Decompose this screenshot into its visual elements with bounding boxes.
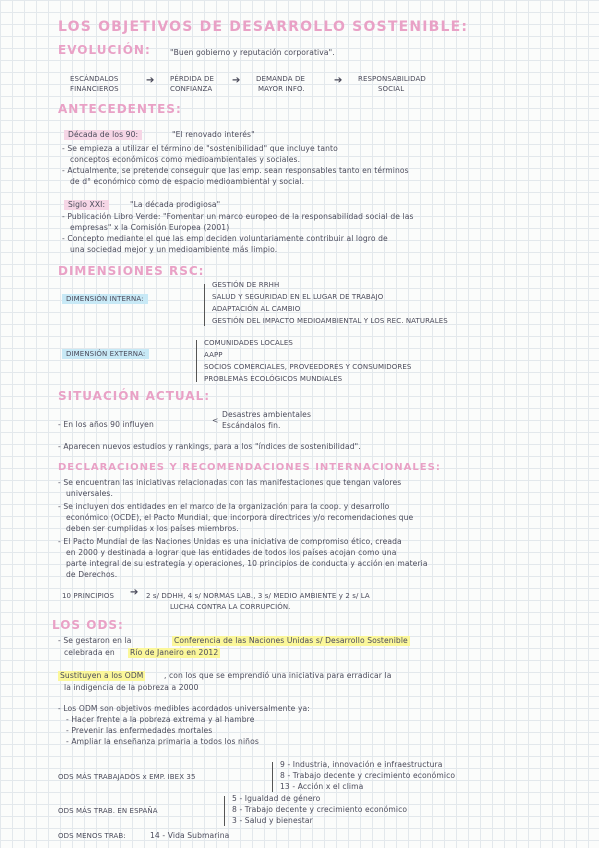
espana-item-2: 8 - Trabajo decente y crecimiento económico bbox=[232, 805, 408, 814]
arrow-icon: ➔ bbox=[232, 75, 241, 86]
ods-line-2c: la indigencia de la pobreza a 2000 bbox=[64, 683, 199, 692]
ods-heading: LOS ODS: bbox=[52, 618, 124, 632]
ods-line-1a: - Se gestaron en la bbox=[58, 636, 132, 645]
stage-2-b: CONFIANZA bbox=[170, 85, 213, 93]
decl-line-7: en 2000 y destinada a lograr que las entidades de todos los países acojan como una bbox=[66, 548, 397, 557]
trabajados-label: ODS MÁS TRABAJADOS x EMP. IBEX 35 bbox=[58, 773, 196, 781]
ods-line-2-highlight: Sustituyen a los ODM bbox=[60, 671, 144, 680]
siglo-line-3: - Concepto mediante el que las emp deciden voluntariamente contribuir al logro de bbox=[62, 234, 388, 243]
ods-line-1-highlight: Conferencia de las Naciones Unidas s/ Desarrollo Sostenible bbox=[174, 636, 408, 645]
externa-item-2: AAPP bbox=[204, 351, 223, 359]
situacion-heading: SITUACIÓN ACTUAL: bbox=[58, 389, 211, 403]
ods-line-1-highlight-2: Río de Janeiro en 2012 bbox=[130, 648, 219, 657]
ods-line-3: - Los ODM son objetivos medibles acordados universalmente ya: bbox=[58, 704, 310, 713]
arrow-icon: ➔ bbox=[146, 75, 155, 86]
stage-3-a: DEMANDA DE bbox=[256, 75, 305, 83]
interna-item-2: SALUD Y SEGURIDAD EN EL LUGAR DE TRABAJO bbox=[212, 293, 384, 301]
dimensiones-heading: DIMENSIONES RSC: bbox=[58, 264, 205, 278]
externa-item-1: COMUNIDADES LOCALES bbox=[204, 339, 293, 347]
decl-line-8: parte integral de su estrategia y operaciones, 10 principios de conducta y acción en materia bbox=[66, 559, 428, 568]
brace-icon: < bbox=[212, 416, 219, 425]
principios-line-1: 2 s/ DDHH, 4 s/ NORMAS LAB., 3 s/ MEDIO AMBIENTE y 2 s/ LA bbox=[146, 592, 370, 600]
antecedentes-heading: ANTECEDENTES: bbox=[58, 102, 182, 116]
ods-line-1b: celebrada en bbox=[64, 648, 115, 657]
dimension-interna-label: DIMENSIÓN INTERNA: bbox=[62, 294, 148, 304]
stage-4-b: SOCIAL bbox=[378, 85, 405, 93]
externa-item-4: PROBLEMAS ECOLÓGICOS MUNDIALES bbox=[204, 375, 343, 383]
stage-3-b: MAYOR INFO. bbox=[258, 85, 305, 93]
decl-line-6: - El Pacto Mundial de las Naciones Unidas es una iniciativa de compromiso ético, creada bbox=[58, 537, 402, 546]
ods-item-1: - Hacer frente a la pobreza extrema y al hambre bbox=[66, 715, 255, 724]
stage-1-a: ESCÁNDALOS bbox=[70, 75, 119, 83]
decl-line-1: - Se encuentran las iniciativas relacionadas con las manifestaciones que tengan valores bbox=[58, 478, 402, 487]
decada-line-3: - Actualmente, se pretende conseguir que las emp. sean responsables tanto en términos bbox=[62, 166, 409, 175]
siglo-line-4: una sociedad mejor y un medioambiente más limpio. bbox=[70, 245, 278, 254]
decada-quote: "El renovado interés" bbox=[172, 130, 255, 139]
arrow-icon: ➔ bbox=[130, 587, 139, 598]
trabajados-item-3: 13 - Acción x el clima bbox=[280, 782, 364, 791]
brace bbox=[204, 284, 205, 326]
decada-label: Década de los 90: bbox=[64, 130, 142, 140]
siglo-line-2: empresas" x la Comisión Europea (2001) bbox=[70, 223, 230, 232]
brace bbox=[272, 762, 273, 792]
declaraciones-heading: DECLARACIONES Y RECOMENDACIONES INTERNACIONALES: bbox=[58, 462, 441, 473]
interna-item-4: GESTIÓN DEL IMPACTO MEDIOAMBIENTAL Y LOS REC. NATURALES bbox=[212, 317, 448, 325]
evolucion-heading: EVOLUCIÓN: bbox=[58, 43, 151, 57]
decl-line-9: de Derechos. bbox=[66, 570, 118, 579]
principios-line-2: LUCHA CONTRA LA CORRUPCIÓN. bbox=[170, 603, 291, 611]
espana-item-1: 5 - Igualdad de género bbox=[232, 794, 321, 803]
interna-item-1: GESTIÓN DE RRHH bbox=[212, 281, 280, 289]
espana-item-3: 3 - Salud y bienestar bbox=[232, 816, 313, 825]
ods-item-2: - Prevenir las enfermedades mortales bbox=[66, 726, 213, 735]
externa-item-3: SOCIOS COMERCIALES, PROVEEDORES Y CONSUMIDORES bbox=[204, 363, 412, 371]
stage-4-a: RESPONSABILIDAD bbox=[358, 75, 426, 83]
trabajados-item-2: 8 - Trabajo decente y crecimiento económico bbox=[280, 771, 456, 780]
decada-line-1: - Se empieza a utilizar el término de "sostenibilidad" que incluye tanto bbox=[62, 144, 338, 153]
interna-item-3: ADAPTACIÓN AL CAMBIO bbox=[212, 305, 301, 313]
principios-label: 10 PRINCIPIOS bbox=[62, 592, 115, 600]
espana-label: ODS MÁS TRAB. EN ESPAÑA bbox=[58, 807, 158, 815]
ods-item-3: - Ampliar la enseñanza primaria a todos los niños bbox=[66, 737, 259, 746]
menos-text: 14 - Vida Submarina bbox=[150, 831, 230, 840]
menos-label: ODS MENOS TRAB: bbox=[58, 832, 126, 840]
decl-line-2: universales. bbox=[66, 489, 113, 498]
arrow-icon: ➔ bbox=[334, 75, 343, 86]
siglo-line-1: - Publicación Libro Verde: "Fomentar un marco europeo de la responsabilidad social de las bbox=[62, 212, 414, 221]
decl-line-4: económico (OCDE), el Pacto Mundial, que incorpora directrices y/o recomendaciones que bbox=[66, 513, 414, 522]
influyen-item-1: Desastres ambientales bbox=[222, 410, 311, 419]
page-title: LOS OBJETIVOS DE DESARROLLO SOSTENIBLE: bbox=[58, 19, 469, 35]
situacion-line-2: - Aparecen nuevos estudios y rankings, para a los "índices de sostenibilidad". bbox=[58, 442, 361, 451]
stage-2-a: PÉRDIDA DE bbox=[170, 75, 215, 83]
trabajados-item-1: 9 - Industria, innovación e infraestructura bbox=[280, 760, 443, 769]
stage-1-b: FINANCIEROS bbox=[70, 85, 119, 93]
ods-line-2b: , con los que se emprendió una iniciativa para erradicar la bbox=[164, 671, 392, 680]
decada-line-2: conceptos económicos como medioambientales y sociales. bbox=[70, 155, 301, 164]
situacion-line-1: - En los años 90 influyen bbox=[58, 420, 154, 429]
decada-line-4: de d° económico como de espacio medioambiental y social. bbox=[70, 177, 305, 186]
influyen-item-2: Escándalos fin. bbox=[222, 421, 281, 430]
siglo-label: Siglo XXI: bbox=[64, 200, 109, 210]
dimension-externa-label: DIMENSIÓN EXTERNA: bbox=[62, 349, 149, 359]
decl-line-5: deben ser cumplidas x los países miembros. bbox=[66, 524, 239, 533]
siglo-quote: "La década prodigiosa" bbox=[130, 200, 221, 209]
decl-line-3: - Se incluyen dos entidades en el marco de la organización para la coop. y desarrollo bbox=[58, 502, 390, 511]
evolucion-quote: "Buen gobierno y reputación corporativa". bbox=[170, 48, 335, 57]
brace bbox=[224, 796, 225, 826]
brace bbox=[196, 340, 197, 382]
